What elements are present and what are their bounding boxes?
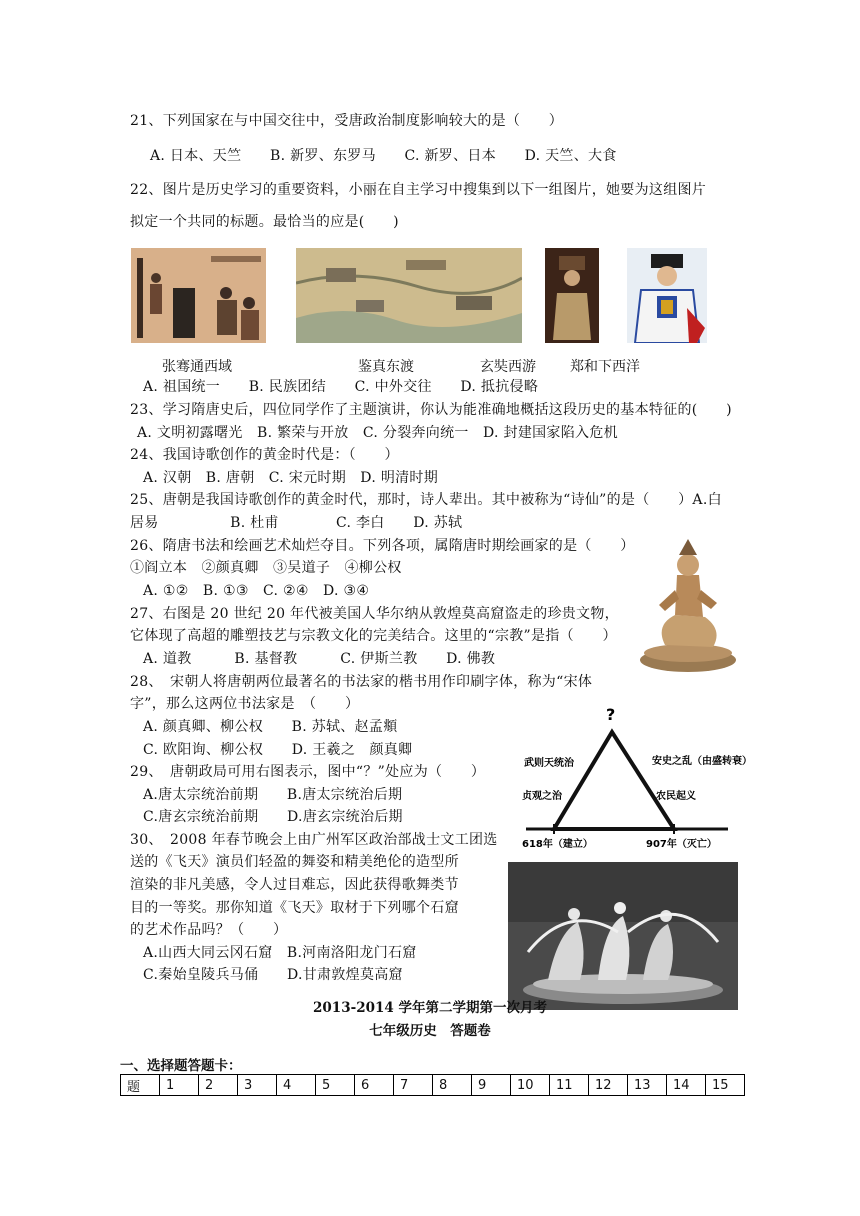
answer-grid-cell: 题: [121, 1075, 160, 1096]
answer-grid-cell: 3: [238, 1075, 277, 1096]
q27-stem-line2: 它体现了高超的雕塑技艺与宗教文化的完美结合。这里的“宗教”是指（ ）: [130, 628, 617, 644]
diagram-start-label: 618年（建立）: [522, 839, 593, 850]
caption-jianzhen: 鉴真东渡: [358, 359, 414, 375]
zhang-qian-mural-image: [131, 248, 266, 343]
q21-stem: 21、下列国家在与中国交往中，受唐政治制度影响较大的是（ ）: [130, 113, 564, 129]
q29-stem: 29、 唐朝政局可用右图表示，图中“？”处应为（ ）: [130, 764, 486, 780]
answer-sheet-subtitle: 七年级历史 答题卷: [369, 1023, 491, 1039]
q26-stem: 26、隋唐书法和绘画艺术灿烂夺目。下列各项，属隋唐时期绘画家的是（ ）: [130, 538, 635, 554]
q25-options: 居易 B. 杜甫 C. 李白 D. 苏轼: [130, 515, 463, 531]
xuanzang-portrait-image: [545, 248, 599, 343]
q30-stem-line2: 送的《飞天》演员们轻盈的舞姿和精美绝伦的造型所: [130, 854, 459, 870]
answer-grid-cell: 11: [550, 1075, 589, 1096]
q30-stem-line4: 目的一等奖。那你知道《飞天》取材于下列哪个石窟: [130, 900, 459, 916]
answer-grid-cell: 12: [589, 1075, 628, 1096]
q26-items: ①阎立本 ②颜真卿 ③吴道子 ④柳公权: [130, 560, 402, 576]
tang-politics-diagram: [518, 702, 758, 857]
diagram-end-label: 907年（灭亡）: [646, 839, 717, 850]
jianzhen-voyage-image: [296, 248, 522, 343]
q28-stem-line2: 字”，那么这两位书法家是 （ ）: [130, 696, 360, 712]
q22-stem-line2: 拟定一个共同的标题。最恰当的应是( ): [130, 214, 399, 230]
q25-stem: 25、唐朝是我国诗歌创作的黄金时代，那时，诗人辈出。其中被称为“诗仙”的是（ ）A.白: [130, 492, 722, 508]
q30-options-line1: A.山西大同云冈石窟 B.河南洛阳龙门石窟: [143, 945, 417, 961]
q28-options-line1: A. 颜真卿、柳公权 B. 苏轼、赵孟頫: [143, 719, 398, 735]
answer-grid-cell: 2: [199, 1075, 238, 1096]
answer-grid-cell: 9: [472, 1075, 511, 1096]
diagram-zhenguan-label: 贞观之治: [522, 791, 562, 802]
answer-grid-cell: 5: [316, 1075, 355, 1096]
q27-stem-line1: 27、右图是 20 世纪 20 年代被美国人华尔纳从敦煌莫高窟盗走的珍贵文物，: [130, 606, 619, 622]
diagram-wuzetian-label: 武则天统治: [524, 758, 574, 769]
q24-options: A. 汉朝 B. 唐朝 C. 宋元时期 D. 明清时期: [143, 470, 439, 486]
answer-grid: [120, 1074, 745, 1096]
q22-stem-line1: 22、图片是历史学习的重要资料，小丽在自主学习中搜集到以下一组图片，她要为这组图片: [130, 182, 707, 198]
q29-options-line2: C.唐玄宗统治前期 D.唐玄宗统治后期: [143, 809, 403, 825]
answer-grid-cell: 14: [667, 1075, 706, 1096]
caption-xuanzang: 玄奘西游: [480, 359, 536, 375]
q26-options: A. ①② B. ①③ C. ②④ D. ③④: [143, 583, 370, 599]
diagram-anshi-label: 安史之乱（由盛转衰）: [652, 756, 752, 767]
answer-grid-cell: 6: [355, 1075, 394, 1096]
q30-options-line2: C.秦始皇陵兵马俑 D.甘肃敦煌莫高窟: [143, 967, 403, 983]
answer-grid-cell: 15: [706, 1075, 745, 1096]
q21-options: A. 日本、天竺 B. 新罗、东罗马 C. 新罗、日本 D. 天竺、大食: [150, 148, 617, 164]
q23-options: A. 文明初露曙光 B. 繁荣与开放 C. 分裂奔向统一 D. 封建国家陷入危机: [137, 425, 618, 441]
dunhuang-statue-image: [635, 535, 741, 676]
diagram-peasant-label: 农民起义: [656, 791, 696, 802]
section-heading: 一、选择题答题卡：: [120, 1058, 242, 1074]
zheng-he-portrait-image: [627, 248, 707, 343]
q30-stem-line1: 30、 2008 年春节晚会上由广州军区政治部战士文工团选: [130, 832, 498, 848]
q24-stem: 24、我国诗歌创作的黄金时代是：（ ）: [130, 447, 399, 463]
diagram-peak-label: ?: [606, 705, 616, 724]
answer-grid-cell: 13: [628, 1075, 667, 1096]
q28-stem-line1: 28、 宋朝人将唐朝两位最著名的书法家的楷书用作印刷字体，称为“宋体: [130, 674, 593, 690]
answer-grid-header-row: [121, 1075, 745, 1096]
answer-grid-cell: 8: [433, 1075, 472, 1096]
feitian-dance-photo: [508, 862, 738, 1010]
q28-options-line2: C. 欧阳询、柳公权 D. 王羲之 颜真卿: [143, 742, 413, 758]
caption-zheng-he: 郑和下西洋: [570, 359, 640, 375]
answer-grid-cell: 10: [511, 1075, 550, 1096]
q22-options: A. 祖国统一 B. 民族团结 C. 中外交往 D. 抵抗侵略: [143, 379, 539, 395]
answer-grid-cell: 4: [277, 1075, 316, 1096]
q27-options: A. 道教 B. 基督教 C. 伊斯兰教 D. 佛教: [143, 651, 496, 667]
q23-stem: 23、学习隋唐史后，四位同学作了主题演讲，你认为能准确地概括这段历史的基本特征的( ): [130, 402, 732, 418]
answer-grid-cell: 7: [394, 1075, 433, 1096]
caption-zhang-qian: 张骞通西域: [162, 359, 232, 375]
q29-options-line1: A.唐太宗统治前期 B.唐太宗统治后期: [143, 787, 403, 803]
q30-stem-line5: 的艺术作品吗？（ ）: [130, 922, 288, 938]
answer-sheet-title: 2013-2014 学年第二学期第一次月考: [313, 1000, 547, 1016]
q30-stem-line3: 渲染的非凡美感，令人过目难忘，因此获得歌舞类节: [130, 877, 459, 893]
answer-grid-cell: 1: [160, 1075, 199, 1096]
